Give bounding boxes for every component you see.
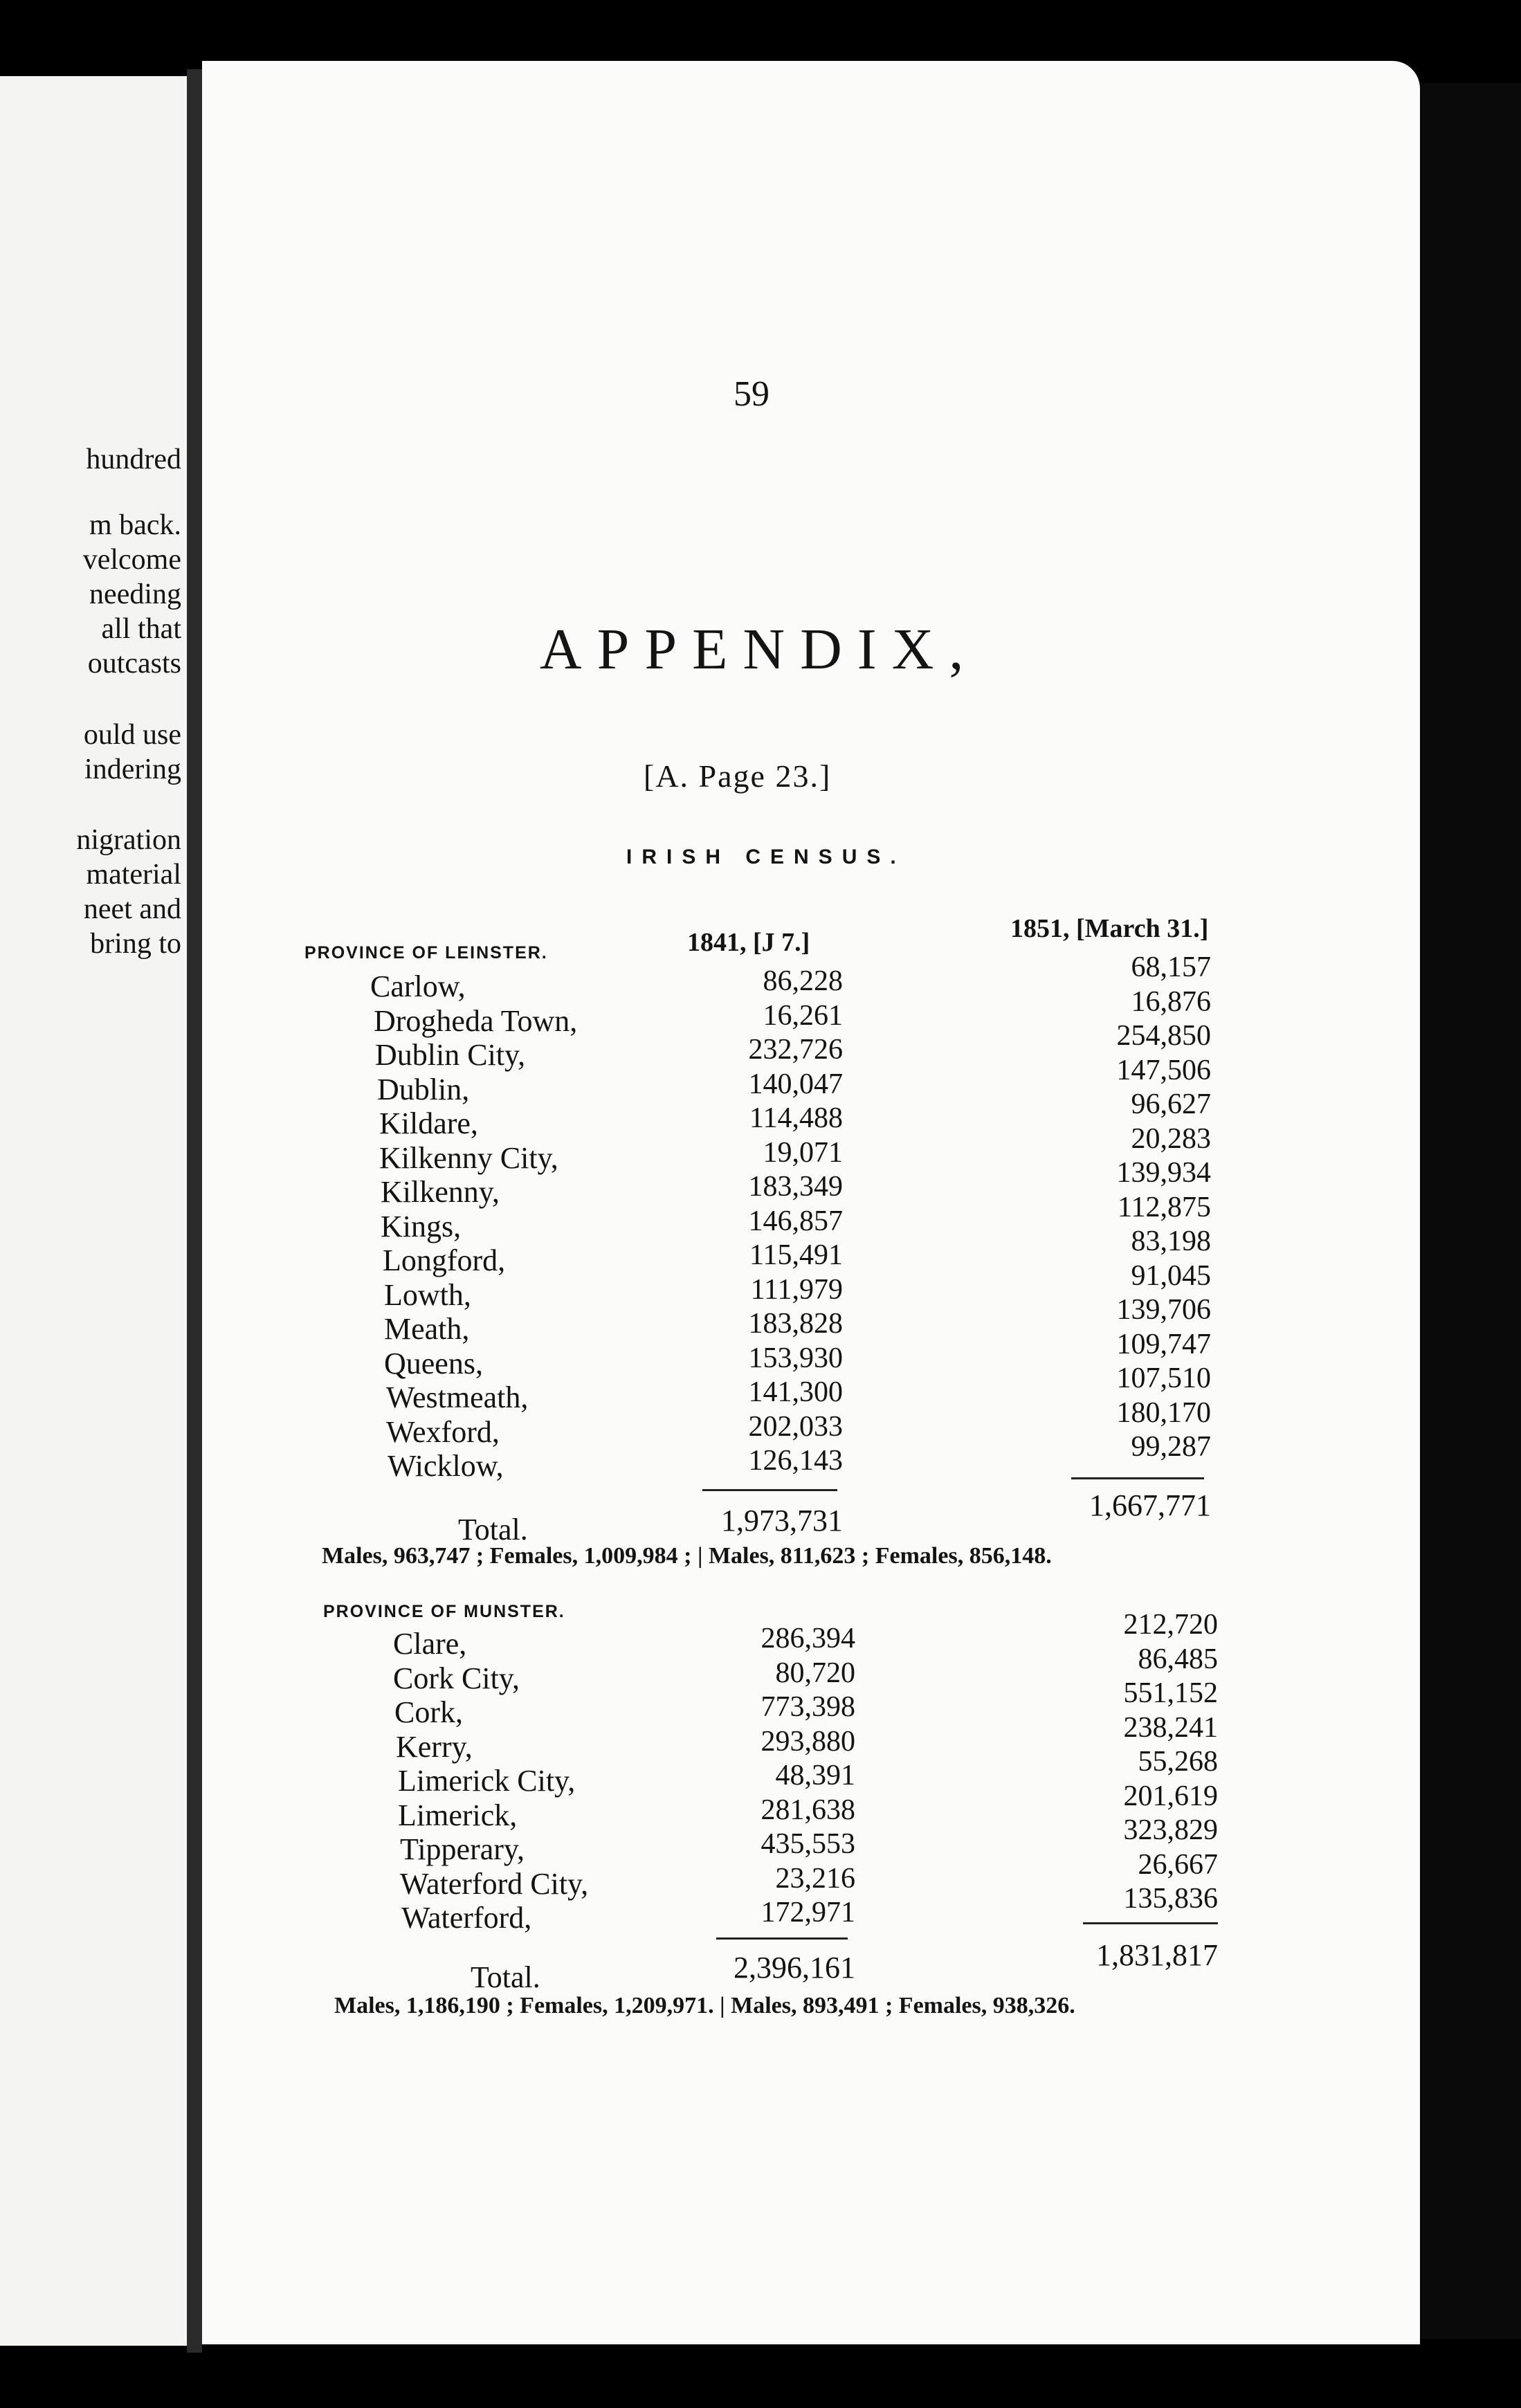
left-page-line: velcome	[82, 544, 181, 576]
total-rule-1851	[1083, 1922, 1218, 1924]
population-1841: 111,979	[750, 1273, 843, 1306]
population-1841: 16,261	[763, 999, 843, 1032]
population-1851: 551,152	[1123, 1677, 1218, 1709]
page-reference: [A. Page 23.]	[644, 758, 832, 794]
left-page-line: all that	[101, 613, 181, 645]
left-page-line: material	[86, 859, 181, 891]
population-1841: 153,930	[748, 1342, 843, 1374]
county-name: Kilkenny City,	[379, 1140, 558, 1175]
population-1841: 232,726	[748, 1034, 843, 1066]
population-1851: 83,198	[1131, 1225, 1211, 1257]
county-name: Kerry,	[396, 1729, 473, 1764]
population-1851: 238,241	[1123, 1711, 1218, 1744]
left-page-line: neet and	[83, 893, 181, 925]
population-1841: 293,880	[760, 1725, 855, 1758]
population-1841: 172,971	[760, 1897, 855, 1928]
total-1841: 1,973,731	[721, 1504, 843, 1538]
sex-breakdown: Males, 963,747 ; Females, 1,009,984 ; | Males, 811,623 ; Females, 856,148.	[322, 1543, 1052, 1569]
population-1851: 135,836	[1123, 1883, 1218, 1915]
left-page-line: nigration	[76, 824, 181, 856]
population-1851: 323,829	[1123, 1814, 1218, 1846]
county-name: Wicklow,	[388, 1449, 504, 1483]
population-1851: 99,287	[1131, 1431, 1211, 1463]
population-1851: 20,283	[1131, 1122, 1211, 1155]
sex-breakdown: Males, 1,186,190 ; Females, 1,209,971. | Males, 893,491 ; Females, 938,326.	[334, 1993, 1075, 2018]
county-name: Cork,	[394, 1695, 463, 1729]
total-rule-1841	[716, 1937, 848, 1940]
county-name: Lowth,	[384, 1277, 471, 1312]
population-1841: 115,491	[749, 1239, 843, 1271]
county-name: Queens,	[384, 1346, 483, 1380]
county-name: Waterford,	[401, 1901, 532, 1935]
population-1851: 86,485	[1138, 1643, 1218, 1675]
total-1841: 2,396,161	[734, 1951, 855, 1985]
column-header-1851: 1851, [March 31.]	[1010, 914, 1209, 943]
total-label: Total.	[471, 1960, 540, 1994]
population-1841: 114,488	[749, 1102, 843, 1134]
county-name: Carlow,	[370, 969, 466, 1003]
population-1851: 91,045	[1131, 1259, 1211, 1292]
population-1841: 281,638	[760, 1794, 855, 1826]
population-1851: 139,934	[1116, 1157, 1211, 1189]
section-title: IRISH CENSUS.	[626, 846, 906, 868]
county-name: Cork City,	[393, 1661, 520, 1695]
county-name: Limerick,	[398, 1798, 518, 1832]
population-1851: 212,720	[1123, 1609, 1218, 1641]
population-1851: 109,747	[1116, 1328, 1211, 1360]
population-1851: 26,667	[1138, 1848, 1218, 1881]
population-1841: 202,033	[748, 1410, 843, 1443]
left-page-line: indering	[84, 754, 181, 785]
total-rule-1851	[1071, 1477, 1204, 1479]
county-name: Tipperary,	[400, 1832, 525, 1866]
county-name: Limerick City,	[398, 1764, 576, 1798]
population-1851: 254,850	[1116, 1020, 1211, 1052]
province-header-leinster: PROVINCE OF LEINSTER.	[304, 943, 548, 963]
county-name: Waterford City,	[400, 1866, 589, 1901]
population-1841: 435,553	[760, 1828, 855, 1860]
total-1851: 1,667,771	[1089, 1488, 1211, 1522]
county-name: Dublin,	[377, 1072, 470, 1106]
page-number: 59	[734, 374, 769, 414]
total-rule-1841	[702, 1489, 837, 1491]
total-label: Total.	[458, 1513, 528, 1547]
left-page-line: bring to	[90, 928, 181, 960]
population-1851: 107,510	[1116, 1362, 1211, 1394]
county-name: Meath,	[384, 1312, 470, 1346]
column-header-1841: 1841, [J 7.]	[687, 928, 810, 957]
population-1841: 183,349	[748, 1171, 843, 1203]
county-name: Wexford,	[386, 1414, 500, 1449]
county-name: Drogheda Town,	[374, 1003, 578, 1038]
population-1851: 96,627	[1131, 1088, 1211, 1120]
population-1841: 23,216	[775, 1862, 855, 1895]
county-name: Kildare,	[379, 1106, 478, 1140]
population-1841: 19,071	[763, 1136, 843, 1169]
population-1851: 55,268	[1138, 1746, 1218, 1778]
left-page-line: ould use	[83, 719, 181, 751]
population-1851: 201,619	[1123, 1780, 1218, 1812]
county-name: Dublin City,	[375, 1038, 526, 1072]
population-1841: 140,047	[748, 1068, 843, 1100]
population-1851: 68,157	[1131, 951, 1211, 983]
county-name: Longford,	[383, 1243, 506, 1277]
total-1851: 1,831,817	[1096, 1938, 1218, 1972]
population-1841: 141,300	[748, 1376, 843, 1408]
county-name: Westmeath,	[386, 1380, 529, 1414]
population-1841: 183,828	[748, 1308, 843, 1340]
population-1851: 112,875	[1118, 1191, 1211, 1223]
population-1851: 139,706	[1116, 1294, 1211, 1326]
population-1841: 86,228	[763, 965, 843, 997]
population-1841: 48,391	[775, 1760, 855, 1791]
province-header-munster: PROVINCE OF MUNSTER.	[323, 1602, 565, 1621]
population-1841: 146,857	[748, 1205, 843, 1237]
population-1851: 16,876	[1131, 985, 1211, 1018]
county-name: Kilkenny,	[381, 1175, 500, 1209]
county-name: Kings,	[381, 1209, 462, 1243]
appendix-title: APPENDIX,	[540, 617, 979, 682]
county-name: Clare,	[393, 1627, 467, 1661]
left-page-line: m back.	[89, 509, 181, 541]
population-1851: 180,170	[1116, 1396, 1211, 1429]
left-page-line: outcasts	[87, 648, 181, 679]
left-page-line: hundred	[86, 444, 181, 475]
population-1841: 773,398	[760, 1691, 855, 1723]
population-1851: 147,506	[1116, 1054, 1211, 1086]
population-1841: 126,143	[748, 1445, 843, 1477]
population-1841: 286,394	[760, 1623, 855, 1654]
left-page-line: needing	[89, 578, 181, 610]
population-1841: 80,720	[775, 1657, 855, 1689]
